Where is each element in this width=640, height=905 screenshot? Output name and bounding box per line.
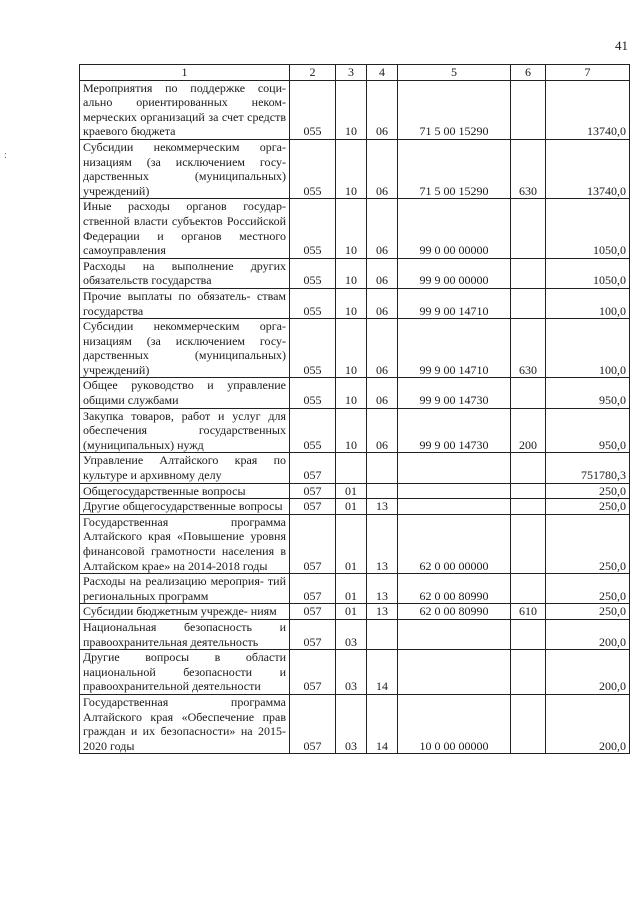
- item-name-line: общими службами: [83, 393, 179, 408]
- subsection-cell: 06: [367, 80, 398, 139]
- item-name-cell: [80, 288, 290, 318]
- item-name-line: культуре и архивному делу: [83, 468, 222, 483]
- item-name-line: Субсидии некоммерческим орга-: [83, 319, 286, 334]
- amount-cell: 1050,0: [546, 258, 630, 288]
- section-cell: 01: [336, 514, 367, 573]
- ministry-code-cell: 055: [290, 199, 336, 258]
- item-name-line: уровня финансовой грамотности: [83, 529, 286, 558]
- item-name-line: низациям (за исключением госу-: [83, 333, 286, 348]
- ministry-code-cell: 057: [290, 619, 336, 649]
- target-article-cell: 99 9 00 14730: [398, 378, 511, 408]
- item-name-line: Прочие выплаты по обязатель-: [83, 288, 251, 303]
- amount-cell: 13740,0: [546, 139, 630, 198]
- item-name-line: Иные расходы органов государ-: [83, 199, 286, 214]
- item-name-line: Другие вопросы в области: [83, 650, 286, 665]
- section-cell: 10: [336, 199, 367, 258]
- expense-type-cell: [511, 619, 546, 649]
- budget-table: [79, 64, 630, 754]
- item-name-line: дарственных (муниципальных): [83, 348, 286, 363]
- expense-type-cell: [511, 258, 546, 288]
- item-name-cell: [80, 514, 290, 573]
- table-row: [80, 408, 630, 453]
- table-row: [80, 288, 630, 318]
- item-name-cell: [80, 619, 290, 649]
- amount-cell: 100,0: [546, 319, 630, 378]
- item-name-cell: [80, 694, 290, 753]
- amount-cell: 250,0: [546, 604, 630, 620]
- table-row: [80, 80, 630, 139]
- table-row: [80, 694, 630, 753]
- item-name-line: средств краевого бюджета: [83, 109, 286, 139]
- expense-type-cell: [511, 483, 546, 499]
- item-name-cell: [80, 319, 290, 378]
- table-row: [80, 139, 630, 198]
- item-name-line: Государственная программа: [83, 514, 286, 529]
- section-cell: 03: [336, 619, 367, 649]
- column-header: 2: [290, 65, 336, 81]
- item-name-cell: [80, 378, 290, 408]
- subsection-cell: 13: [367, 604, 398, 620]
- table-row: [80, 483, 630, 499]
- section-cell: 10: [336, 408, 367, 453]
- target-article-cell: 71 5 00 15290: [398, 80, 511, 139]
- ministry-code-cell: 057: [290, 514, 336, 573]
- table-row: [80, 499, 630, 515]
- item-name-line: (муниципальных) нужд: [83, 437, 204, 452]
- subsection-cell: 06: [367, 139, 398, 198]
- column-header: 4: [367, 65, 398, 81]
- item-name-line: Другие общегосударственные: [83, 499, 236, 514]
- ministry-code-cell: 057: [290, 650, 336, 695]
- item-name-line: Общее руководство и управление: [83, 378, 286, 393]
- item-name-cell: [80, 650, 290, 695]
- amount-cell: 200,0: [546, 619, 630, 649]
- amount-cell: 950,0: [546, 378, 630, 408]
- item-name-cell: [80, 80, 290, 139]
- item-name-line: Субсидии некоммерческим орга-: [83, 139, 286, 154]
- ministry-code-cell: 055: [290, 288, 336, 318]
- item-name-line: Закупка товаров, работ и услуг для: [83, 408, 286, 423]
- expense-type-cell: [511, 80, 546, 139]
- section-cell: 10: [336, 378, 367, 408]
- section-cell: 10: [336, 258, 367, 288]
- section-cell: 10: [336, 139, 367, 198]
- ministry-code-cell: 055: [290, 378, 336, 408]
- amount-cell: 13740,0: [546, 80, 630, 139]
- item-name-cell: [80, 408, 290, 453]
- item-name-line: обязательств государства: [83, 273, 212, 288]
- subsection-cell: 06: [367, 408, 398, 453]
- item-name-cell: [80, 574, 290, 604]
- item-name-line: обеспечения государственных: [83, 423, 286, 438]
- expense-type-cell: 610: [511, 604, 546, 620]
- ministry-code-cell: 055: [290, 258, 336, 288]
- subsection-cell: 13: [367, 574, 398, 604]
- table-row: [80, 574, 630, 604]
- section-cell: 10: [336, 288, 367, 318]
- item-name-line: низациям (за исключением госу-: [83, 154, 286, 169]
- target-article-cell: 62 0 00 80990: [398, 574, 511, 604]
- item-name-line: Алтайского края «Обеспечение: [83, 709, 255, 724]
- item-name-line: Управление Алтайского края по: [83, 453, 286, 468]
- ministry-code-cell: 057: [290, 574, 336, 604]
- expense-type-cell: [511, 378, 546, 408]
- subsection-cell: [367, 483, 398, 499]
- table-row: [80, 319, 630, 378]
- item-name-line: 2014-2018 годы: [187, 558, 268, 573]
- item-name-line: ствам государства: [83, 288, 286, 318]
- column-header: 5: [398, 65, 511, 81]
- section-cell: 01: [336, 499, 367, 515]
- subsection-cell: 14: [367, 694, 398, 753]
- item-name-line: Общегосударственные вопросы: [83, 483, 246, 498]
- ministry-code-cell: 055: [290, 408, 336, 453]
- item-name-cell: [80, 453, 290, 483]
- item-name-line: Алтайского края «Повышение: [83, 529, 245, 544]
- table-body: [80, 80, 630, 754]
- item-name-line: учреждений): [83, 362, 150, 377]
- table-row: [80, 378, 630, 408]
- expense-type-cell: [511, 694, 546, 753]
- amount-cell: 1050,0: [546, 199, 630, 258]
- expense-type-cell: [511, 514, 546, 573]
- subsection-cell: 06: [367, 378, 398, 408]
- target-article-cell: 99 0 00 00000: [398, 199, 511, 258]
- subsection-cell: 13: [367, 499, 398, 515]
- item-name-line: Мероприятия по поддержке соци-: [83, 80, 286, 95]
- table-row: [80, 199, 630, 258]
- table-header-row: [80, 65, 630, 81]
- subsection-cell: 06: [367, 199, 398, 258]
- expense-type-cell: [511, 288, 546, 318]
- target-article-cell: 62 0 00 00000: [398, 514, 511, 573]
- column-header: 7: [546, 65, 630, 81]
- expense-type-cell: [511, 199, 546, 258]
- item-name-cell: [80, 258, 290, 288]
- amount-cell: 200,0: [546, 694, 630, 753]
- amount-cell: 250,0: [546, 514, 630, 573]
- column-header: 3: [336, 65, 367, 81]
- ministry-code-cell: 055: [290, 139, 336, 198]
- subsection-cell: 06: [367, 258, 398, 288]
- section-cell: 10: [336, 319, 367, 378]
- subsection-cell: 14: [367, 650, 398, 695]
- target-article-cell: [398, 499, 511, 515]
- amount-cell: 751780,3: [546, 453, 630, 483]
- section-cell: 01: [336, 483, 367, 499]
- amount-cell: 200,0: [546, 650, 630, 695]
- subsection-cell: 06: [367, 288, 398, 318]
- column-header: 1: [80, 65, 290, 81]
- item-name-line: ниям: [250, 604, 277, 619]
- item-name-line: тий региональных программ: [83, 574, 287, 603]
- target-article-cell: [398, 650, 511, 695]
- item-name-line: Российской Федерации и органов: [83, 213, 286, 243]
- item-name-line: национальной безопасности и: [83, 664, 286, 679]
- amount-cell: 950,0: [546, 408, 630, 453]
- target-article-cell: 99 9 00 14710: [398, 288, 511, 318]
- subsection-cell: [367, 619, 398, 649]
- ministry-code-cell: 057: [290, 499, 336, 515]
- expense-type-cell: 200: [511, 408, 546, 453]
- table-row: [80, 650, 630, 695]
- item-name-cell: [80, 199, 290, 258]
- target-article-cell: 99 9 00 14710: [398, 319, 511, 378]
- subsection-cell: 06: [367, 319, 398, 378]
- ministry-code-cell: 055: [290, 80, 336, 139]
- item-name-line: дарственных (муниципальных): [83, 169, 286, 184]
- table-row: [80, 514, 630, 573]
- expense-type-cell: [511, 650, 546, 695]
- amount-cell: 250,0: [546, 499, 630, 515]
- item-name-line: учреждений): [83, 183, 150, 198]
- table-row: [80, 258, 630, 288]
- section-cell: 01: [336, 604, 367, 620]
- amount-cell: 100,0: [546, 288, 630, 318]
- section-cell: 03: [336, 650, 367, 695]
- item-name-line: вопросы: [238, 499, 283, 514]
- target-article-cell: 99 9 00 00000: [398, 258, 511, 288]
- item-name-cell: [80, 139, 290, 198]
- target-article-cell: 71 5 00 15290: [398, 139, 511, 198]
- section-cell: 10: [336, 80, 367, 139]
- item-name-line: ально ориентированных неком-: [83, 95, 286, 110]
- item-name-line: Расходы на выполнение других: [83, 258, 286, 273]
- ministry-code-cell: 057: [290, 453, 336, 483]
- ministry-code-cell: 055: [290, 319, 336, 378]
- amount-cell: 250,0: [546, 483, 630, 499]
- section-cell: [336, 453, 367, 483]
- column-header: 6: [511, 65, 546, 81]
- item-name-line: населения в Алтайском крае» на: [83, 544, 287, 573]
- item-name-cell: [80, 483, 290, 499]
- ministry-code-cell: 057: [290, 604, 336, 620]
- table-row: [80, 619, 630, 649]
- item-name-line: Национальная безопасность и: [83, 619, 286, 634]
- target-article-cell: 62 0 00 80990: [398, 604, 511, 620]
- section-cell: 03: [336, 694, 367, 753]
- expense-type-cell: 630: [511, 139, 546, 198]
- margin-mark: :: [4, 150, 7, 161]
- item-name-line: на 2015-2020 годы: [83, 724, 286, 753]
- expense-type-cell: [511, 574, 546, 604]
- table-row: [80, 604, 630, 620]
- item-name-cell: [80, 604, 290, 620]
- target-article-cell: 10 0 00 00000: [398, 694, 511, 753]
- expense-type-cell: [511, 499, 546, 515]
- ministry-code-cell: 057: [290, 483, 336, 499]
- item-name-cell: [80, 499, 290, 515]
- expense-type-cell: 630: [511, 319, 546, 378]
- subsection-cell: 13: [367, 514, 398, 573]
- item-name-line: прав граждан и их безопасности»: [83, 709, 287, 739]
- item-name-line: местного самоуправления: [83, 228, 286, 258]
- item-name-line: Субсидии бюджетным учрежде-: [83, 604, 248, 619]
- item-name-line: правоохранительной деятельности: [83, 679, 261, 694]
- target-article-cell: [398, 483, 511, 499]
- item-name-line: Государственная программа: [83, 694, 286, 709]
- target-article-cell: [398, 619, 511, 649]
- subsection-cell: [367, 453, 398, 483]
- item-name-line: ственной власти субъектов: [83, 213, 223, 228]
- ministry-code-cell: 057: [290, 694, 336, 753]
- expense-type-cell: [511, 453, 546, 483]
- table-row: [80, 453, 630, 483]
- target-article-cell: [398, 453, 511, 483]
- item-name-line: мерческих организаций за счет: [83, 109, 244, 124]
- item-name-line: Расходы на реализацию мероприя-: [83, 574, 264, 589]
- page-number: 41: [615, 38, 628, 53]
- target-article-cell: 99 9 00 14730: [398, 408, 511, 453]
- amount-cell: 250,0: [546, 574, 630, 604]
- item-name-line: правоохранительная деятельность: [83, 634, 259, 649]
- section-cell: 01: [336, 574, 367, 604]
